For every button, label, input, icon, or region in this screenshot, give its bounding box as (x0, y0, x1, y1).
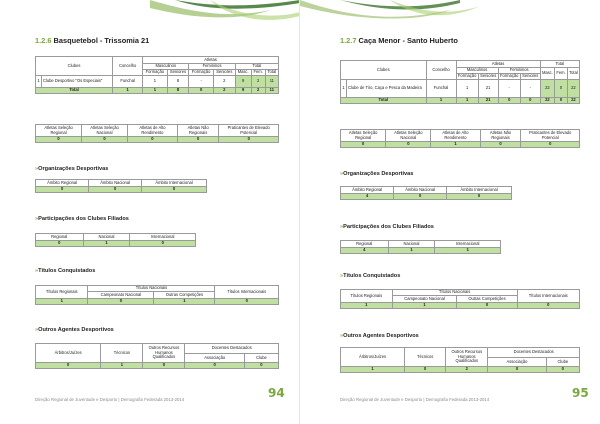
table-row: 1 Clube de Tiro, Caça e Pesca da Madeira Funchal 1 21 - - 22 0 22 (341, 80, 580, 98)
leaf-decoration-icon (300, 0, 600, 34)
athletes-main-table (340, 60, 580, 104)
section-title (340, 36, 458, 45)
table-row: 4 0 0 (341, 194, 512, 200)
leaf-decoration-icon (0, 0, 300, 34)
header-concelho: Concelho (426, 61, 456, 80)
footer-text: Direção Regional de Juventude e Desporto | Demografia Federada 2013-2014 (340, 397, 490, 402)
table-row: 1 Clube Desportivo "Os Especiais" Funchal 1 8 - 2 9 2 11 (36, 76, 279, 88)
table-row: 4 1 1 (341, 248, 501, 254)
section-name: Caça Menor - Santo Huberto (358, 36, 458, 45)
agents-title: »Outros Agentes Desportivos (340, 333, 419, 339)
agents-title: »Outros Agentes Desportivos (35, 327, 114, 333)
header-formacao: Formação (143, 70, 167, 76)
header-formacao: Formação (189, 70, 213, 76)
section-name: Basquetebol - Trissomia 21 (53, 36, 150, 45)
titles-table: Títulos Regionais Títulos Nacionais Títulos Internacionais Campeonato Nacional Outras Competições 1 1 0 0 (340, 289, 580, 309)
header-total-col: Total (265, 70, 278, 76)
table-row: 1 0 1 0 (36, 299, 279, 305)
total-row: Total 1 1 21 0 0 22 0 22 (341, 98, 580, 104)
header-clubes: Clubes (36, 57, 113, 76)
header-masculinos: Masculinos (143, 64, 189, 70)
header-formacao: Formação (500, 73, 519, 79)
participations-title: »Participações dos Clubes Filiados (340, 224, 434, 230)
header-concelho: Concelho (113, 57, 143, 76)
org-title: »Organizações Desportivas (340, 171, 414, 177)
section-number: 1.2.6 (35, 36, 52, 45)
section-title (35, 36, 149, 45)
header-seniores: Seniores (480, 73, 497, 79)
table-row: 1 1 0 0 (341, 303, 580, 309)
organizations-table: Âmbito Regional Âmbito Nacional Âmbito Internacional 0 0 0 (35, 179, 207, 193)
page-number: 94 (268, 386, 285, 400)
table-row: 0 0 0 0 0 (36, 137, 279, 143)
header-femininos: Femininos (189, 64, 235, 70)
header-seniores: Seniores (167, 70, 189, 76)
titles-title: »Títulos Conquistados (340, 273, 401, 279)
table-row: 0 0 1 0 0 (341, 142, 580, 148)
athletes-category-table: Atletas Seleção Regional Atletas Seleção Nacional Atletas de Alto Rendimento Atletas Não Regionais Praticantes de Elevado Potencial 0 0 1 0 0 (340, 129, 580, 148)
header-femininos: Femininos (498, 68, 540, 74)
header-masc: Masc. (540, 68, 554, 80)
header-masc: Masc. (235, 70, 251, 76)
titles-table: Títulos Regionais Títulos Nacionais Títulos Internacionais Campeonato Nacional Outras Competições 1 0 1 0 (35, 285, 279, 305)
right-page (300, 0, 600, 424)
participations-title: »Participações dos Clubes Filiados (35, 216, 129, 222)
table-row: 0 1 0 0 0 (36, 363, 279, 369)
participations-table: Regional Nacional Internacional 4 1 1 (340, 240, 501, 254)
agents-table: Árbitros/Juízes Técnicos Outros Recursos Humanos Qualificados Docentes Destacados Associação Clube 1 0 2 0 0 (340, 347, 580, 373)
org-title: »Organizações Desportivas (35, 166, 109, 172)
section-number: 1.2.7 (340, 36, 357, 45)
header-atletas: Atletas (456, 61, 540, 68)
table-row: 1 0 2 0 0 (341, 367, 580, 373)
athletes-category-table: Atletas Seleção Regional Atletas Seleção Nacional Atletas de Alto Rendimento Atletas Não Regionais Praticantes de Elevado Potencial 0 0 0 0 0 (35, 124, 279, 143)
header-total: Total (540, 61, 579, 68)
header-masculinos: Masculinos (456, 68, 498, 74)
header-seniores: Seniores (213, 70, 235, 76)
athletes-main-table (35, 56, 279, 94)
participations-table: Regional Nacional Internacional 0 1 0 (35, 233, 196, 247)
table-row: 0 1 0 (36, 241, 196, 247)
titles-title: »Títulos Conquistados (35, 268, 96, 274)
agents-table: Árbitros/Juízes Técnicos Outros Recursos Humanos Qualificados Docentes Destacados Associação Clube 0 1 0 0 0 (35, 343, 279, 369)
total-row: Total 1 1 8 0 2 9 2 11 (36, 88, 279, 94)
header-total-col: Total (567, 68, 579, 80)
page-number: 95 (572, 386, 589, 400)
header-fem: Fem. (555, 68, 568, 80)
organizations-table: Âmbito Regional Âmbito Nacional Âmbito Internacional 4 0 0 (340, 186, 512, 200)
table-row: 0 0 0 (36, 187, 207, 193)
header-atletas: Atletas (143, 57, 279, 64)
footer-text: Direção Regional de Juventude e Desporto | Demografia Federada 2013-2014 (35, 397, 185, 402)
header-seniores: Seniores (522, 73, 539, 79)
header-formacao: Formação (457, 73, 477, 79)
header-fem: Fem. (251, 70, 265, 76)
header-clubes: Clubes (341, 61, 427, 80)
header-total: Total (235, 64, 278, 70)
